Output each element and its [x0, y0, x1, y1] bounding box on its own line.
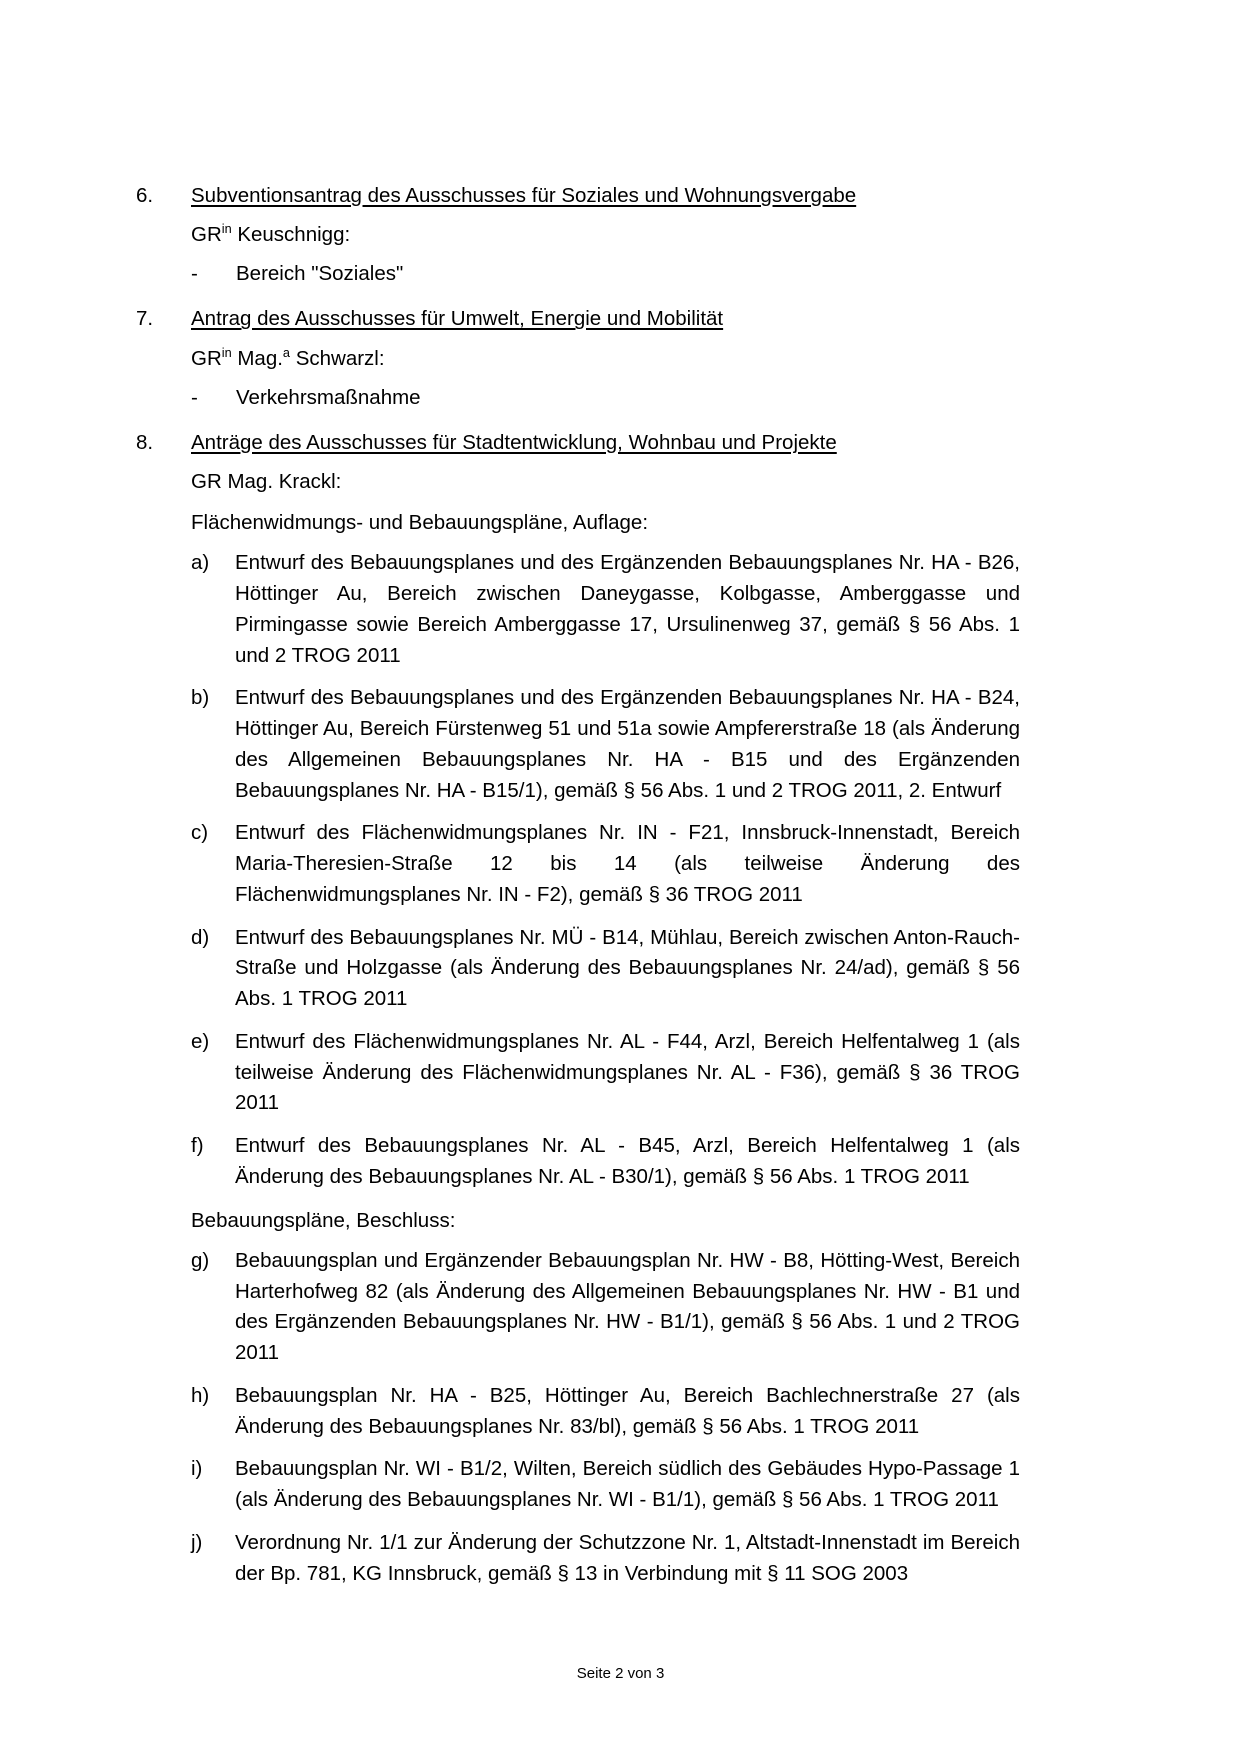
list-item-text: Bebauungsplan Nr. HA - B25, Höttinger Au, Bereich Bachlechnerstraße 27 (als Änderung des Bebauungsplanes Nr. 83/bl), gemäß § 56 Abs. 1 TROG 2011 [235, 1383, 1020, 1438]
list-item [191, 1027, 1026, 1119]
speaker-rest: Keuschnigg: [231, 223, 351, 247]
list-item-letter: d) [191, 925, 210, 949]
agenda-item-8-number: 8. [136, 430, 154, 454]
dash-marker: - [191, 385, 198, 409]
list-item [191, 923, 1026, 1015]
list-item-letter: h) [191, 1383, 210, 1407]
list-item-letter: i) [191, 1457, 203, 1481]
list-item-letter: j) [191, 1530, 203, 1554]
agenda-item-7 [136, 303, 1026, 412]
speaker-rest: Schwarzl: [290, 346, 385, 370]
agenda-item-8-speaker: GR Mag. Krackl: [191, 470, 342, 494]
list-item-letter: e) [191, 1029, 210, 1053]
agenda-item-6-heading [136, 180, 1026, 211]
list-item-text: Bebauungsplan Nr. WI - B1/2, Wilten, Bereich südlich des Gebäudes Hypo-Passage 1 (als Änderung des Bebauungsplanes Nr. WI - B1/1), gemäß § 56 Abs. 1 TROG 2011 [235, 1457, 1020, 1512]
agenda-item-6-speaker [191, 219, 1026, 250]
page-footer: Seite 2 von 3 [576, 1665, 665, 1682]
list-item [191, 1454, 1026, 1516]
agenda-item-6 [136, 180, 1026, 289]
section-label-auflage: Flächenwidmungs- und Bebauungspläne, Auflage: [191, 511, 649, 535]
list-item-text: Entwurf des Flächenwidmungsplanes Nr. AL - F44, Arzl, Bereich Helfentalweg 1 (als teilweise Änderung des Flächenwidmungsplanes Nr. AL - F36), gemäß § 36 TROG 2011 [235, 1029, 1020, 1115]
agenda-item-7-subpoint [191, 382, 1026, 413]
agenda-item-7-heading [136, 303, 1026, 334]
list-item-text: Entwurf des Bebauungsplanes und des Ergänzenden Bebauungsplanes Nr. HA - B24, Höttinger Au, Bereich Fürstenweg 51 und 51a sowie Ampfererstraße 18 (als Änderung des Allgemeinen Bebauungsplanes Nr. HA - B15 und des Ergänzenden Bebauungsplanes Nr. HA - B15/1), gemäß § 56 Abs. 1 und 2 TROG 2011, 2. Entwurf [235, 686, 1020, 802]
agenda-item-8-title: Anträge des Ausschusses für Stadtentwicklung, Wohnbau und Projekte [191, 430, 837, 454]
list-item-text: Entwurf des Bebauungsplanes und des Ergänzenden Bebauungsplanes Nr. HA - B26, Höttinger Au, Bereich zwischen Daneygasse, Kolbgasse, Amberggasse und Pirmingasse sowie Bereich Amberggasse 17, Ursulinenweg 37, gemäß § 56 Abs. 1 und 2 TROG 2011 [235, 551, 1020, 667]
document-body [136, 180, 1026, 1601]
list-item-text: Entwurf des Flächenwidmungsplanes Nr. IN - F21, Innsbruck-Innenstadt, Bereich Maria-Theresien-Straße 12 bis 14 (als teilweise Änderung des Flächenwidmungsplanes Nr. IN - F2), gemäß § 36 TROG 2011 [235, 821, 1020, 906]
agenda-item-6-subpoint-text: Bereich "Soziales" [236, 262, 404, 286]
agenda-item-7-number: 7. [136, 307, 154, 331]
list-item-text: Bebauungsplan und Ergänzender Bebauungsplan Nr. HW - B8, Hötting-West, Bereich Harterhofweg 82 (als Änderung des Allgemeinen Bebauungsplanes Nr. HW - B1 und des Ergänzenden Bebauungsplanes Nr. HW - B1/1), gemäß § 56 Abs. 1 und 2 TROG 2011 [235, 1248, 1020, 1365]
agenda-item-8-heading [136, 427, 1026, 458]
speaker-prefix: GR [191, 346, 222, 370]
list-item-letter: g) [191, 1248, 210, 1272]
speaker-superscript-2: a [282, 344, 290, 360]
list-item [191, 1528, 1026, 1590]
list-item [191, 683, 1026, 806]
agenda-item-6-title: Subventionsantrag des Ausschusses für Soziales und Wohnungsvergabe [191, 184, 857, 207]
agenda-item-8 [136, 427, 1026, 1589]
list-item [191, 1246, 1026, 1369]
agenda-item-6-subpoint [191, 258, 1026, 289]
agenda-item-7-subpoint-text: Verkehrsmaßnahme [236, 385, 421, 409]
agenda-item-7-speaker [191, 343, 1026, 374]
sublist-beschluss [191, 1246, 1026, 1590]
list-item [191, 548, 1026, 671]
sublist-auflage [191, 548, 1026, 1192]
speaker-prefix: GR [191, 223, 222, 247]
list-item-text: Entwurf des Bebauungsplanes Nr. AL - B45, Arzl, Bereich Helfentalweg 1 (als Änderung des Bebauungsplanes Nr. AL - B30/1), gemäß § 56 Abs. 1 TROG 2011 [235, 1134, 1020, 1188]
list-item-letter: a) [191, 551, 210, 575]
speaker-mid: Mag. [231, 346, 283, 370]
list-item [191, 1131, 1026, 1193]
speaker-superscript: in [221, 221, 232, 237]
list-item-letter: f) [191, 1134, 204, 1158]
section-label-beschluss: Bebauungspläne, Beschluss: [191, 1208, 456, 1232]
agenda-item-7-title: Antrag des Ausschusses für Umwelt, Energie und Mobilität [191, 307, 724, 331]
list-item [191, 818, 1026, 910]
list-item-text: Entwurf des Bebauungsplanes Nr. MÜ - B14, Mühlau, Bereich zwischen Anton-Rauch-Straße und Holzgasse (als Änderung des Bebauungsplanes Nr. 24/ad), gemäß § 56 Abs. 1 TROG 2011 [235, 925, 1020, 1011]
list-item-text: Verordnung Nr. 1/1 zur Änderung der Schutzzone Nr. 1, Altstadt-Innenstadt im Bereich der Bp. 781, KG Innsbruck, gemäß § 13 in Verbindung mit § 11 SOG 2003 [235, 1530, 1020, 1585]
list-item [191, 1381, 1026, 1443]
list-item-letter: b) [191, 686, 210, 710]
list-item-letter: c) [191, 821, 209, 845]
speaker-superscript: in [221, 344, 232, 360]
agenda-item-6-number: 6. [136, 184, 154, 207]
dash-marker: - [191, 262, 198, 286]
